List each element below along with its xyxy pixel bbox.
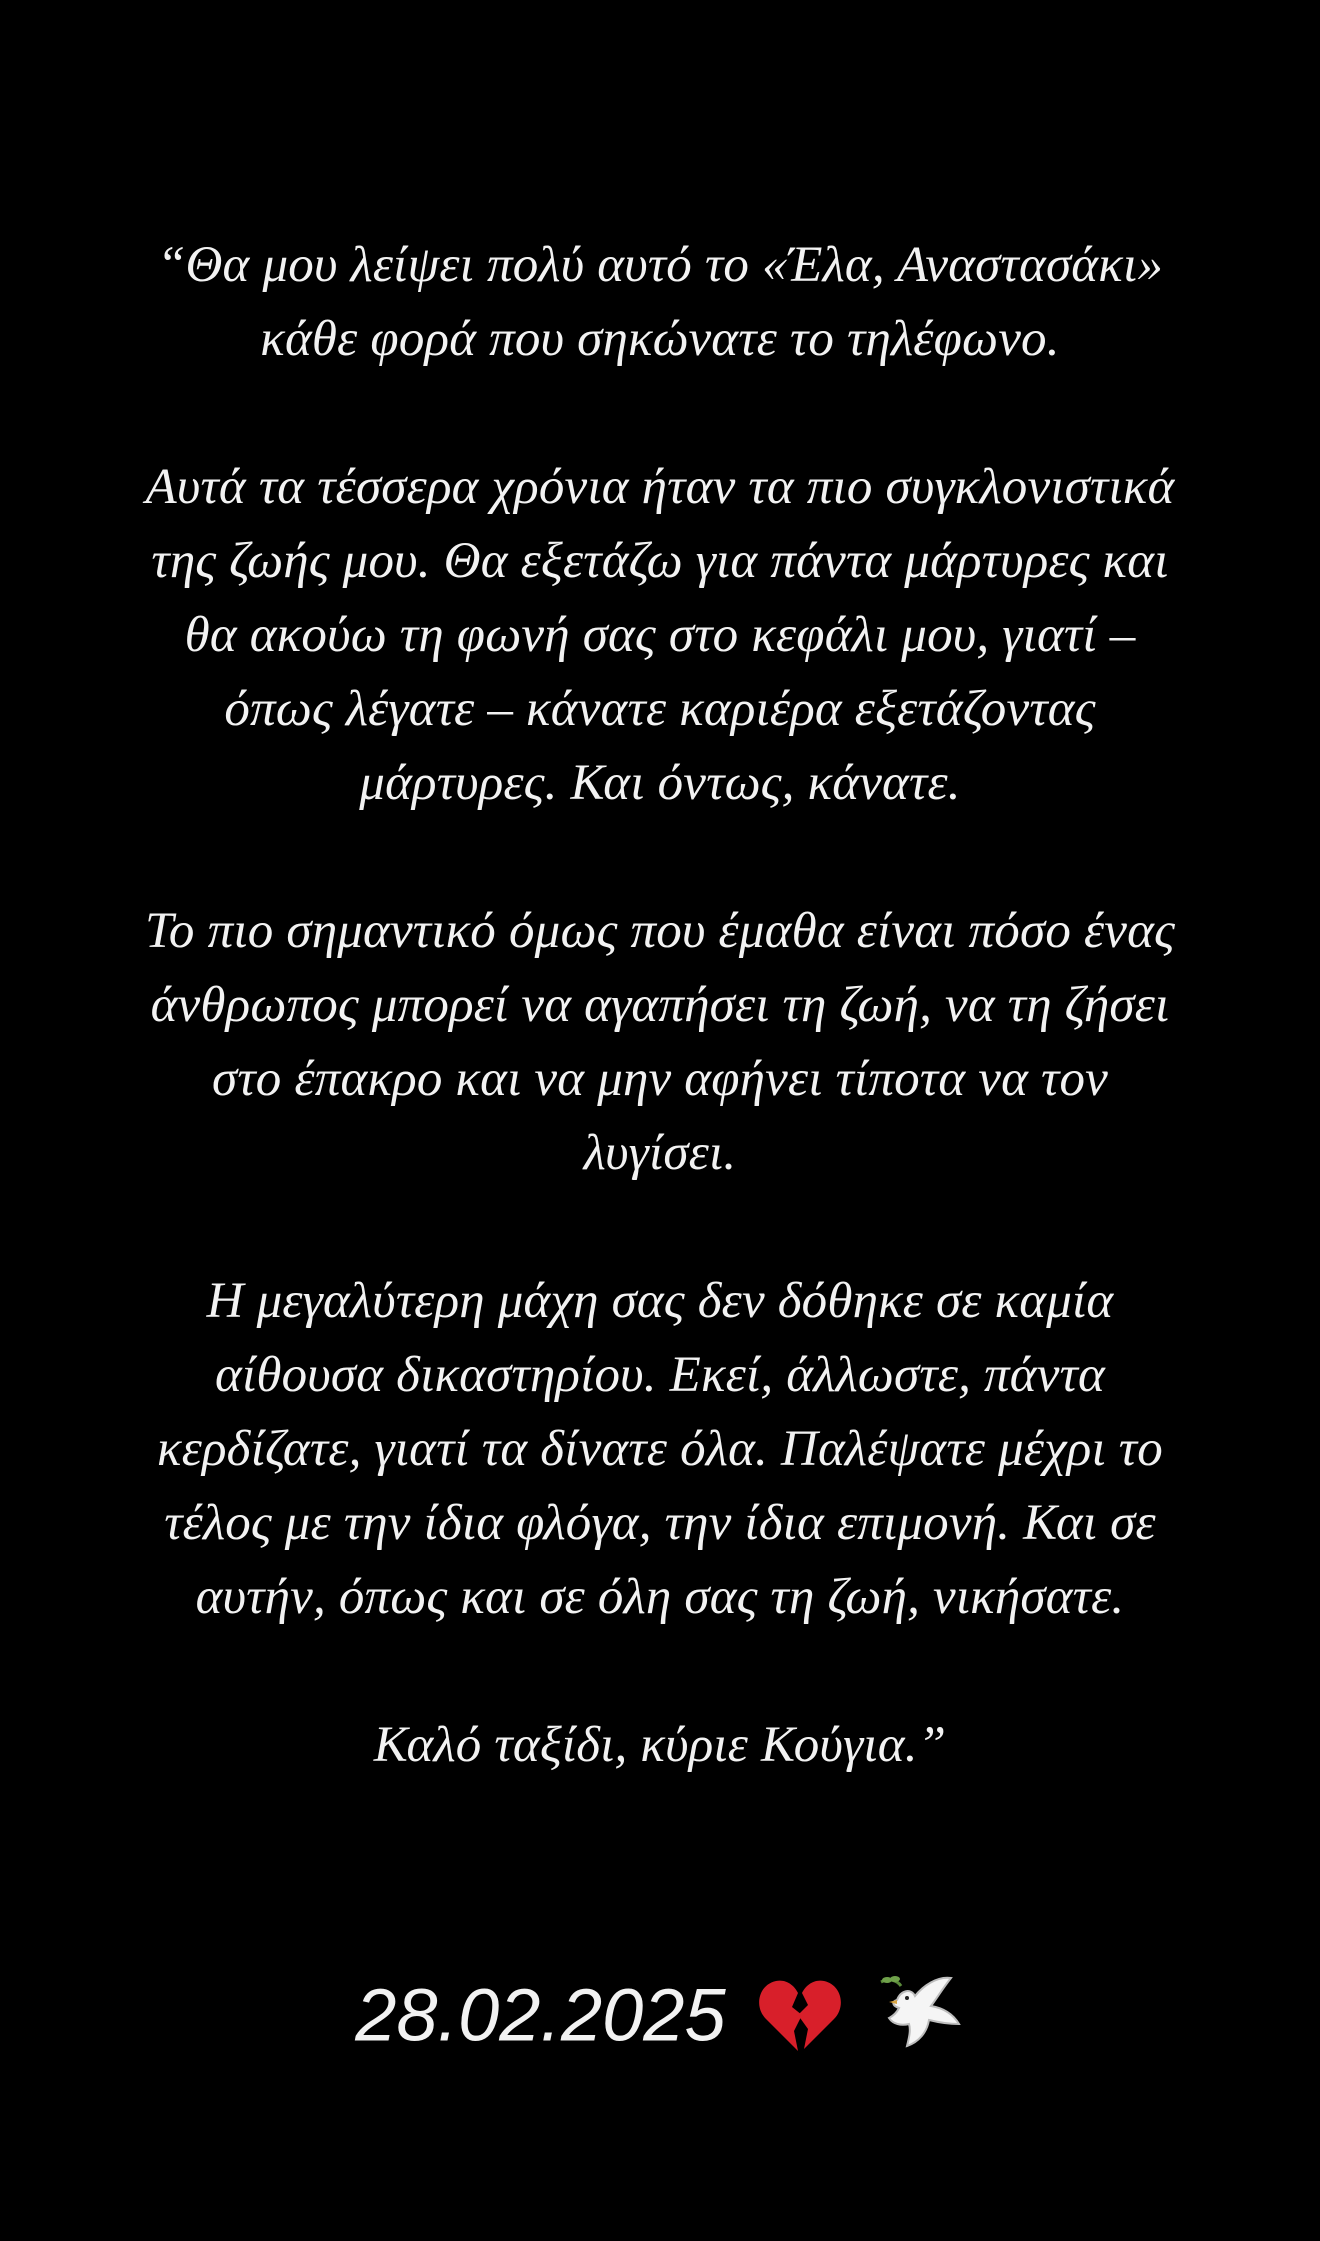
paragraph-3: [40, 894, 1280, 1190]
text-line: της ζωής μου. Θα εξετάζω για πάντα μάρτυρες και: [151, 533, 1169, 589]
tribute-message: [40, 228, 1280, 1856]
text-line: λυγίσει.: [583, 1125, 737, 1181]
text-line: αίθουσα δικαστηρίου. Εκεί, άλλωστε, πάντα: [215, 1347, 1105, 1403]
text-line: αυτήν, όπως και σε όλη σας τη ζωή, νικήσατε.: [195, 1569, 1125, 1625]
date-row: [0, 1960, 1320, 2065]
text-line: Η μεγαλύτερη μάχη σας δεν δόθηκε σε καμία: [206, 1273, 1114, 1329]
text-line: μάρτυρες. Και όντως, κάνατε.: [359, 755, 961, 811]
paragraph-4: [40, 1264, 1280, 1634]
text-line: Αυτά τα τέσσερα χρόνια ήταν τα πιο συγκλονιστικά: [145, 459, 1175, 515]
paragraph-1: [40, 228, 1280, 376]
text-line: στο έπακρο και να μην αφήνει τίποτα να τον: [211, 1051, 1109, 1107]
text-line: τέλος με την ίδια φλόγα, την ίδια επιμονή. Και σε: [164, 1495, 1156, 1551]
text-line: θα ακούω τη φωνή σας στο κεφάλι μου, γιατί –: [184, 607, 1136, 663]
dove-icon: [875, 1972, 965, 2058]
text-line: κερδίζατε, γιατί τα δίνατε όλα. Παλέψατε μέχρι το: [157, 1421, 1163, 1477]
text-line: κάθε φορά που σηκώνατε το τηλέφωνο.: [260, 311, 1060, 367]
paragraph-2: [40, 450, 1280, 820]
date-text: 28.02.2025: [355, 1973, 726, 2057]
text-line: Το πιο σημαντικό όμως που έμαθα είναι πόσο ένας: [145, 903, 1175, 959]
paragraph-5: [40, 1708, 1280, 1782]
broken-heart-icon: [758, 1975, 842, 2055]
text-line: “Θα μου λείψει πολύ αυτό το «Έλα, Αναστασάκι»: [156, 237, 1164, 293]
text-line: Καλό ταξίδι, κύριε Κούγια.”: [373, 1717, 947, 1773]
text-line: όπως λέγατε – κάνατε καριέρα εξετάζοντας: [224, 681, 1096, 737]
text-line: άνθρωπος μπορεί να αγαπήσει τη ζωή, να τη ζήσει: [150, 977, 1170, 1033]
